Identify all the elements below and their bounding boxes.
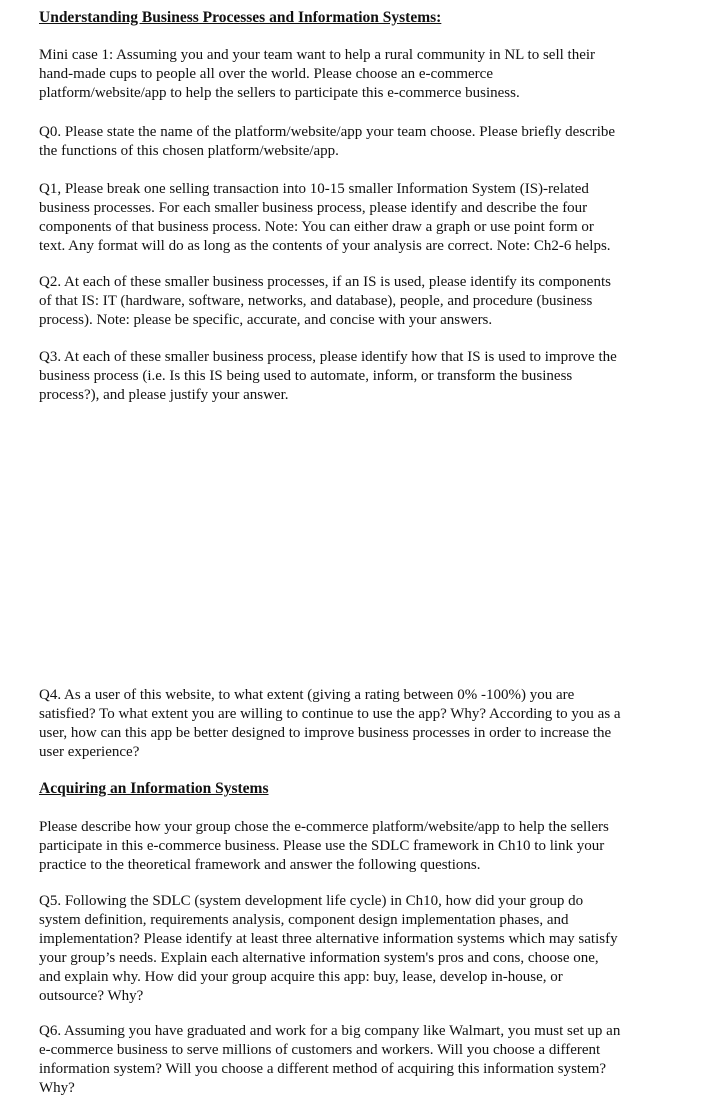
sdlc-intro-paragraph: Please describe how your group chose the e-commerce platform/website/app to help the sellers participate in this e-commerce business. Please use the SDLC framework in Ch10 to link your practice to the theoretical framework and answer the following questions.	[39, 819, 609, 873]
question-q2: Q2. At each of these smaller business processes, if an IS is used, please identify its components of that IS: IT (hardware, software, networks, and database), people, and procedure (business process). Note: please be specific, accurate, and concise with your answers.	[39, 274, 611, 328]
section-heading-acquiring-is: Acquiring an Information Systems	[39, 780, 269, 797]
section-heading-business-processes: Understanding Business Processes and Information Systems:	[39, 9, 442, 26]
mini-case-paragraph: Mini case 1: Assuming you and your team want to help a rural community in NL to sell their hand-made cups to people all over the world. Please choose an e-commerce platform/website/app to help the sellers to participate this e-commerce business.	[39, 47, 596, 101]
question-q3: Q3. At each of these smaller business process, please identify how that IS is used to improve the business process (i.e. Is this IS being used to automate, inform, or transform the business process?), and please justify your answer.	[39, 349, 617, 403]
question-q0: Q0. Please state the name of the platform/website/app your team choose. Please briefly describe the functions of this chosen platform/website/app.	[39, 124, 616, 159]
question-q1: Q1, Please break one selling transaction into 10-15 smaller Information System (IS)-related business processes. For each smaller business process, please identify and describe the four components of that business process. Note: You can either draw a graph or use point form or text. Any format will do as long as the contents of your analysis are correct. Note: Ch2-6 helps.	[39, 181, 611, 254]
question-q4: Q4. As a user of this website, to what extent (giving a rating between 0% -100%) you are satisfied? To what extent you are willing to continue to use the app? Why? According to you as a user, how can this app be better designed to improve business processes in order to increase the user experience?	[39, 687, 621, 760]
question-q6: Q6. Assuming you have graduated and work for a big company like Walmart, you must set up an e-commerce business to serve millions of customers and workers. Will you choose a different information system? Will you choose a different method of acquiring this information system? Why?	[39, 1023, 621, 1096]
question-q5: Q5. Following the SDLC (system development life cycle) in Ch10, how did your group do system definition, requirements analysis, component design implementation phases, and implementation? Please identify at least three alternative information systems which may satisfy your group’s needs. Explain each alternative information system's pros and cons, choose one, and explain why. How did your group acquire this app: buy, lease, develop in-house, or outsource? Why?	[39, 893, 618, 1004]
